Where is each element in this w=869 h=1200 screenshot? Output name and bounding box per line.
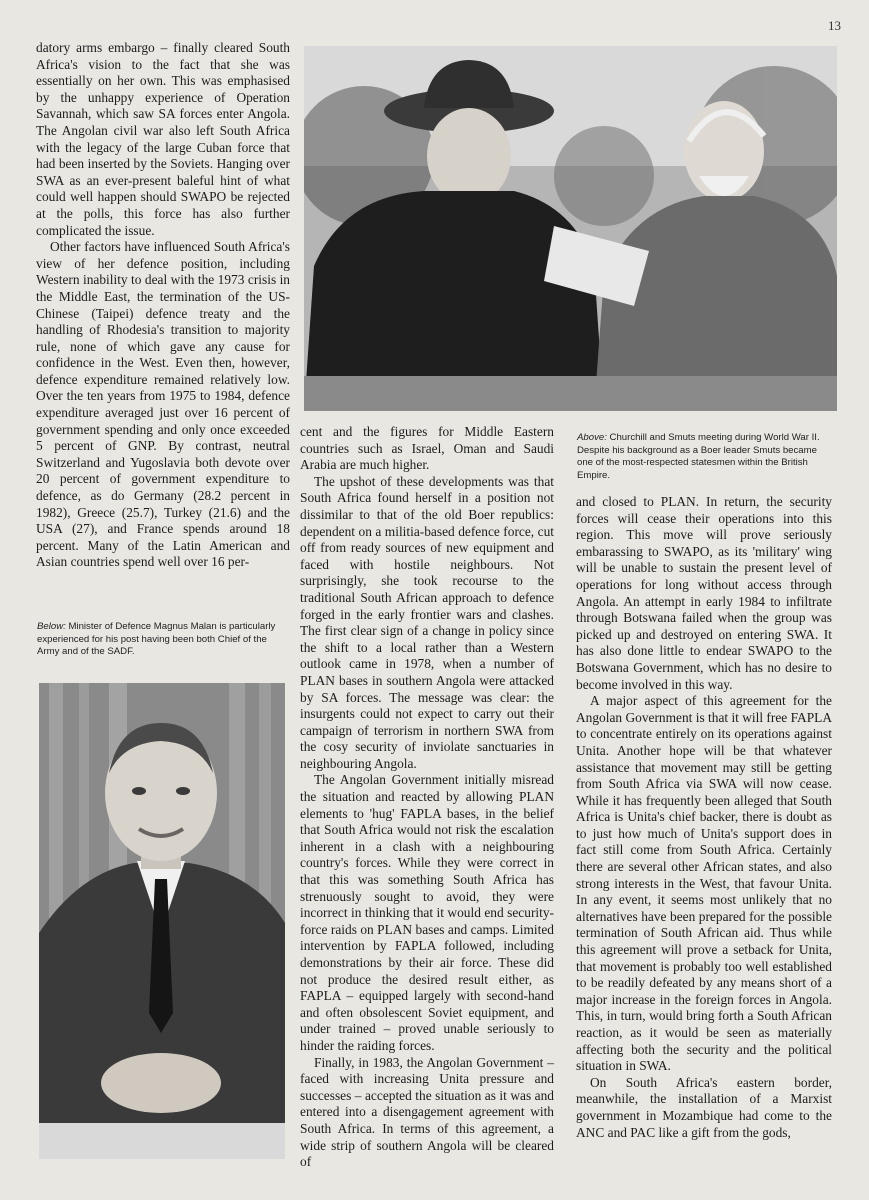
text-column-2 <box>300 424 554 1171</box>
caption-churchill-smuts <box>577 432 833 482</box>
caption-malan <box>37 621 287 659</box>
caption-label: Below: <box>37 621 66 632</box>
paragraph: Other factors have influenced South Africa's view of her defence position, including Western inability to deal with the 1973 crisis in the Middle East, the termination of the US-Chinese (Taipei) defence treaty and the handling of Rhodesia's transition to majority rule, none of which gave any cause for confidence in the West. Even then, however, defence expenditure remained relatively low. Over the ten years from 1975 to 1984, defence expenditure averaged just over 16 percent of government spending and only once exceeded 5 percent of GNP. By contrast, neutral Switzerland and Yugoslavia both devote over 20 percent of government expenditure to defence, as do Germany (28.2 percent in 1982), Greece (25.7), Turkey (21.6) and the USA (27), and France spends around 18 percent. Many of the Latin American and Asian countries spend well over 16 per- <box>36 239 290 570</box>
text-column-1 <box>36 40 290 571</box>
caption-label: Above: <box>577 432 607 443</box>
paragraph: On South Africa's eastern border, meanwhile, the installation of a Marxist government in Mozambique had come to the ANC and PAC like a gift from the gods, <box>576 1074 832 1140</box>
paragraph: The Angolan Government initially misread the situation and reacted by allowing PLAN elements to 'hug' FAPLA bases, in the belief that South Africa would not risk the escalation inherent in a clash with a neighbouring country's forces. While they were correct in that this was something South Africa has strenuously sought to avoid, they were incorrect in thinking that it would end security-force raids on PLAN bases and camps. Limited intervention by FAPLA followed, including demonstrations by their air force. These did not produce the desired result either, as FAPLA – equipped largely with second-hand and often obsolescent Soviet equipment, and under trained – proved unable seriously to hinder the raiding forces. <box>300 772 554 1053</box>
photo-churchill-smuts <box>304 46 837 411</box>
portrait-illustration <box>39 683 285 1159</box>
paragraph: A major aspect of this agreement for the Angolan Government is that it will free FAPLA to concentrate entirely on its operations against Unita. Another hope will be that whatever assistance that movement may still be getting from South Africa via SWA will now cease. While it has frequently been alleged that South Africa is Unita's chief backer, there is doubt as to just how much of Unita's support does in fact still come from South Africa. Certainly there are several other African states, and also strong interests in the West, that favour Unita. In any event, it seems most unlikely that no alternatives have been prepared for the possible termination of South African aid. Thus while this agreement will prove a setback for Unita, that movement is probably too well established to be readily defeated by any means short of a major increase in the foreign forces in Angola. This, in turn, would bring forth a South African reaction, as it would be seen as materially affecting both the security and the political situation in SWA. <box>576 693 832 1074</box>
paragraph: datory arms embargo – finally cleared South Africa's vision to the fact that she was essentially on her own. This was emphasised by the unhappy experience of Operation Savannah, which saw SA forces enter Angola. The Angolan civil war also left South Africa with the legacy of the large Cuban force that had been inserted by the Soviets. Hanging over SWA as an ever-present baleful hint of what could well happen should SWAPO be rejected at the polls, this force has also further complicated the issue. <box>36 40 290 238</box>
page-number: 13 <box>828 18 841 33</box>
paragraph: The upshot of these developments was that South Africa found herself in a position not dissimilar to that of the old Boer republics: dependent on a militia-based defence force, cut off from ready sources of new equipment and faced with hostile neighbours. Not surprisingly, she took recourse to the traditional South African approach to defence forged in the early frontier wars and clashes. The first clear sign of a change in policy since the shift to a local rather than a Western outlook came in 1978, when a number of PLAN bases in southern Angola were attacked by SA forces. The message was clear: the insurgents could not expect to carry out their campaign of terrorism in northern SWA from the cosy security of inviolate sanctuaries in neighbouring Angola. <box>300 473 554 771</box>
photo-magnus-malan <box>39 683 285 1159</box>
text-column-3 <box>576 494 832 1141</box>
paragraph: cent and the figures for Middle Eastern countries such as Israel, Oman and Saudi Arabia are much higher. <box>300 424 554 473</box>
paragraph: and closed to PLAN. In return, the security forces will cease their operations into this region. This move will prove seriously embarassing to SWAPO, as its 'military' wing will be unable to sustain the present level of operations for long without access through Angola. An attempt in early 1984 to infiltrate through Botswana failed when the group was picked up and destroyed on entering SWA. It has also done little to endear SWAPO to the Botswana Government, which has no desire to become involved in this way. <box>576 494 832 692</box>
caption-text: Minister of Defence Magnus Malan is particularly experienced for his post having been both Chief of the Army and of the SADF. <box>37 621 276 658</box>
historic-photo-illustration <box>304 46 837 411</box>
paragraph: Finally, in 1983, the Angolan Government – faced with increasing Unita pressure and successes – accepted the situation as it was and entered into a disengagement agreement with South Africa. In terms of this agreement, a wide strip of southern Angola will be cleared of <box>300 1054 554 1170</box>
caption-text: Churchill and Smuts meeting during World War II. Despite his background as a Boer leader Smuts became one of the most-respected statesmen within the British Empire. <box>577 432 820 481</box>
